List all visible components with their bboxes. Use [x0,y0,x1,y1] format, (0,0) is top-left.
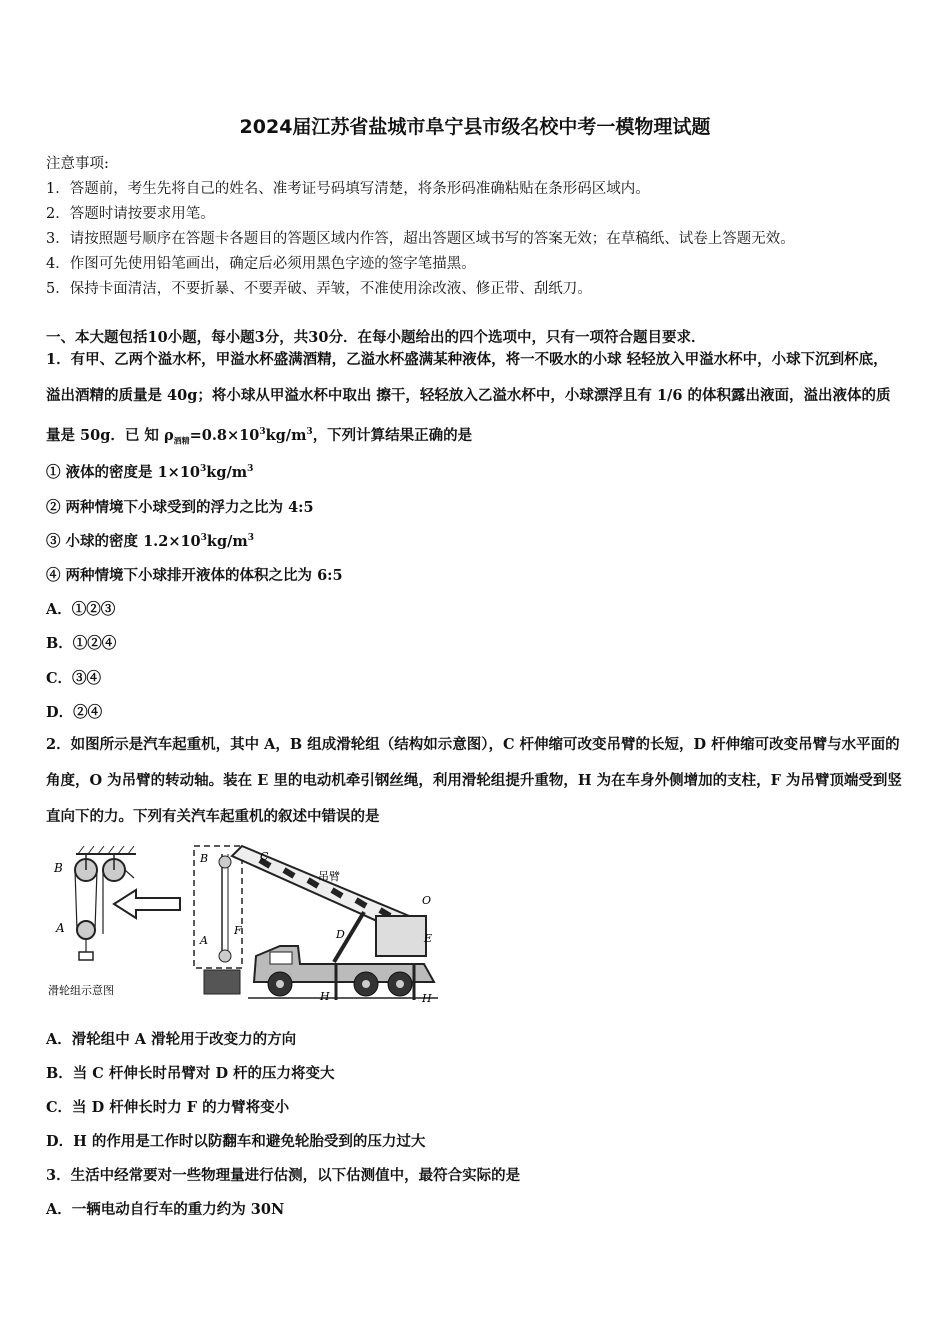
q3-option-a: A．一辆电动自行车的重力约为 30N [46,1201,285,1218]
notice-heading: 注意事项: [46,156,109,172]
label-a: A [56,921,65,935]
notice-item: 5．保持卡面清洁，不要折暴、不要弄破、弄皱，不准使用涂改液、修正带、刮纸刀。 [46,281,592,297]
q2-option-a: A．滑轮组中 A 滑轮用于改变力的方向 [46,1031,297,1048]
q2-option-d: D．H 的作用是工作时以防翻车和避免轮胎受到的压力过大 [46,1133,426,1150]
option-b: B．①②④ [46,635,117,652]
q2-option-c: C．当 D 杆伸长时力 F 的力臂将变小 [46,1099,290,1116]
statement-1: ① 液体的密度是 $1\times 10^3kg/m^3$ [46,464,254,481]
label-e: E [424,932,433,945]
option-a: A．①②③ [46,601,116,618]
crane-figure [44,842,444,1012]
notice-item: 1．答题前，考生先将自己的姓名、准考证号码填写清楚，将条形码准确粘贴在条形码区域内。 [46,181,650,197]
question-2-stem: 2．如图所示是汽车起重机，其中 A，B 组成滑轮组（结构如示意图），C 杆伸缩可改变吊臂的长短，D 杆伸缩可改变吊臂与水平面的角度，O 为吊臂的转动轴。装在 E 里的电动机牵引钢丝绳，利用滑轮组提升重物，H 为在车身外侧增加的支柱，F 为吊臂顶端受到竖直向下的力。下列有关汽车起重机的叙述中错误的是 [46,736,902,825]
page-title: 2024届江苏省盐城市阜宁县市级名校中考一模物理试题 [239,116,711,138]
option-d: D．②④ [46,704,103,721]
question-1-stem: 1．有甲、乙两个溢水杯，甲溢水杯盛满酒精，乙溢水杯盛满某种液体，将一不吸水的小球 轻轻放入甲溢水杯中，小球下沉到杯底，溢出酒精的质量是 40g；将小球从甲溢水杯中取出 擦干，轻轻放入乙溢水杯中，小球漂浮且有 1/6 的体积露出液面，溢出液体的质量是 50g．已 知 $\rho_{酒精}=0.8\times 10^3kg/m^3$，下列计算结果正确的是 [46,351,891,446]
notice-item: 2．答题时请按要求用笔。 [46,206,215,222]
notice-item: 4．作图可先使用铅笔画出，确定后必须用黑色字迹的签字笔描黑。 [46,256,476,272]
q2-option-b: B．当 C 杆伸长时吊臂对 D 杆的压力将变大 [46,1065,335,1082]
label-h1: H [320,990,330,1003]
label-a2: A [200,934,208,947]
label-b: B [54,861,63,875]
question-3-stem: 3．生活中经常要对一些物理量进行估测，以下估测值中，最符合实际的是 [46,1167,521,1184]
label-h2: H [422,992,432,1005]
option-c: C．③④ [46,670,102,687]
label-d: D [336,928,345,941]
notice-item: 3．请按照题号顺序在答题卡各题目的答题区域内作答，超出答题区域书写的答案无效；在草稿纸、试卷上答题无效。 [46,231,795,247]
label-c: C [260,850,269,863]
boom-label: 吊臂 [318,870,340,883]
label-f: F [234,924,242,937]
statement-2: ② 两种情境下小球受到的浮力之比为 4:5 [46,499,314,516]
label-b2: B [200,852,209,865]
section-heading: 一、本大题包括10小题，每小题3分，共30分．在每小题给出的四个选项中，只有一项符合题目要求． [46,329,706,346]
label-o: O [422,894,432,907]
statement-4: ④ 两种情境下小球排开液体的体积之比为 6:5 [46,567,343,584]
figure-caption: 滑轮组示意图 [48,984,114,997]
statement-3: ③ 小球的密度 $1.2\times 10^3kg/m^3$ [46,533,255,550]
